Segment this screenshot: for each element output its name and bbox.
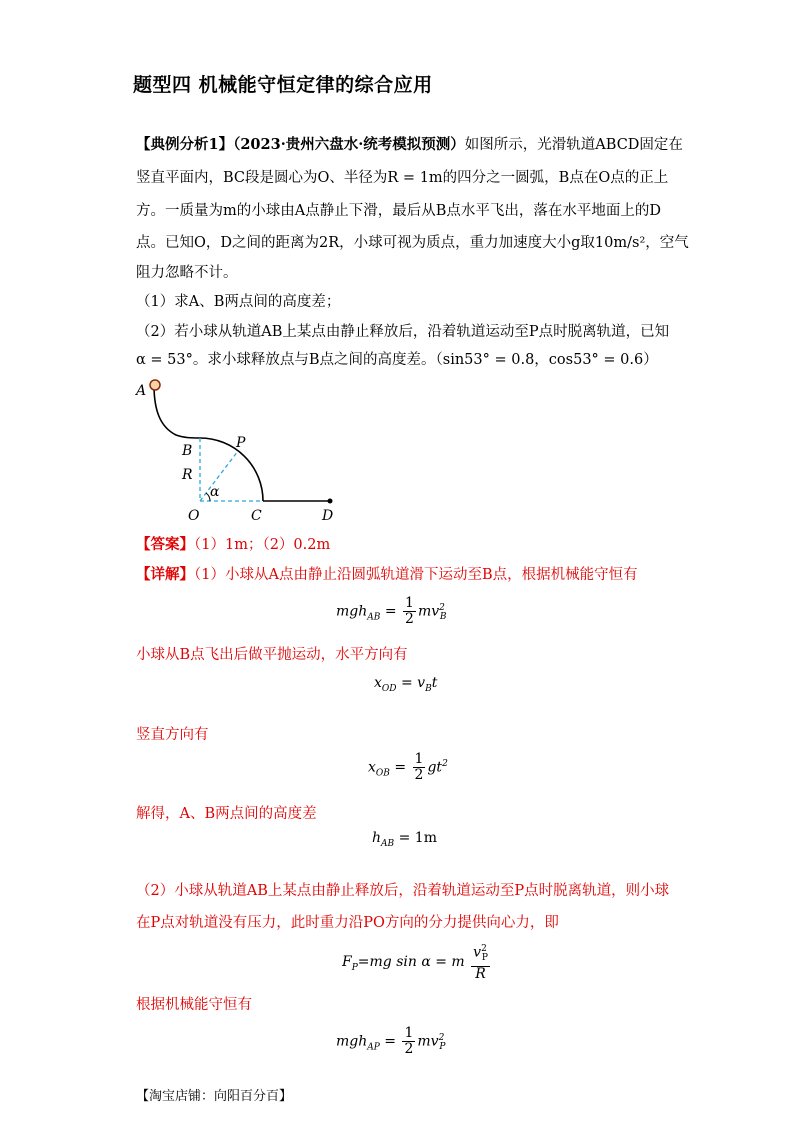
answer-label: 【答案】 bbox=[136, 536, 194, 553]
question-2-line-1: （2）若小球从轨道AB上某点由静止释放后，沿着轨道运动至P点时脱离轨道，已知 bbox=[136, 324, 670, 340]
detail-line-2: 小球从B点飞出后做平抛运动，水平方向有 bbox=[136, 647, 408, 663]
problem-source: （2023·贵州六盘水·统考模拟预测） bbox=[233, 136, 465, 153]
point-d-dot bbox=[328, 499, 333, 504]
detail-line-7: 根据机械能守恒有 bbox=[136, 997, 252, 1013]
answer-line bbox=[136, 535, 330, 555]
problem-line-3: 方。一质量为m的小球由A点静止下滑，最后从B点水平飞出，落在水平地面上的D bbox=[136, 203, 661, 219]
problem-line-1 bbox=[136, 135, 683, 155]
equation-5: $F_P=mg$ sin α = m $\frac{v^2_P}{R}$ bbox=[342, 944, 488, 983]
equation-4: $h_{AB} = 1m$ bbox=[372, 830, 437, 849]
label-a: A bbox=[136, 383, 147, 399]
question-2-line-2: α = 53°。求小球释放点与B点之间的高度差。（sin53° = 0.8，cos53° = 0.6） bbox=[136, 352, 658, 368]
detail-line-1: 【详解】（1）小球从A点由静止沿圆弧轨道滑下运动至B点，根据机械能守恒有 bbox=[136, 566, 638, 583]
label-d: D bbox=[322, 508, 334, 524]
track-diagram bbox=[130, 375, 370, 525]
equation-2: $x_{OD} = v_Bt$ bbox=[374, 675, 438, 694]
detail-line-3: 竖直方向有 bbox=[136, 727, 209, 743]
problem-line-4: 点。已知O，D之间的距离为2R，小球可视为质点，重力加速度大小g取10m/s²，空气 bbox=[136, 235, 689, 251]
label-r: R bbox=[182, 467, 193, 483]
equation-3: $x_{OB}$ = $\frac{1}{2}$ $gt^2$ bbox=[368, 751, 448, 783]
problem-line-5: 阻力忽略不计。 bbox=[136, 265, 238, 281]
label-p: P bbox=[236, 435, 246, 451]
detail-line-6: 在P点对轨道没有压力，此时重力沿PO方向的分力提供向心力，即 bbox=[136, 915, 559, 931]
label-o: O bbox=[188, 508, 200, 524]
detail-line-5: （2）小球从轨道AB上某点由静止释放后，沿着轨道运动至P点时脱离轨道，则小球 bbox=[136, 883, 670, 899]
label-b: B bbox=[182, 443, 193, 459]
equation-6: mgh$_{AP}$ = $\frac{1}{2}$ $mv^2_P$ bbox=[336, 1025, 446, 1057]
page-title: 题型四 机械能守恒定律的综合应用 bbox=[133, 74, 433, 96]
label-alpha: α bbox=[210, 484, 220, 500]
detail-line-4: 解得，A、B两点间的高度差 bbox=[136, 806, 317, 822]
equation-1: mgh$_{AB}$ = $\frac{1}{2}$ $mv^2_B$ bbox=[336, 595, 447, 627]
detail-label: 【详解】 bbox=[136, 566, 194, 583]
answer-text: （1）1m；（2）0.2m bbox=[194, 537, 331, 553]
problem-label: 【典例分析1】 bbox=[136, 136, 234, 153]
problem-text-1: 如图所示，光滑轨道ABCD固定在 bbox=[464, 137, 683, 153]
problem-line-2: 竖直平面内，BC段是圆心为O、半径为R = 1m的四分之一圆弧，B点在O点的正上 bbox=[136, 170, 669, 186]
track-ab bbox=[154, 385, 200, 438]
footer-shop-label: 【淘宝店铺：向阳百分百】 bbox=[136, 1089, 293, 1104]
ball bbox=[150, 380, 160, 390]
label-c: C bbox=[251, 508, 262, 524]
question-1: （1）求A、B两点间的高度差； bbox=[136, 294, 341, 310]
